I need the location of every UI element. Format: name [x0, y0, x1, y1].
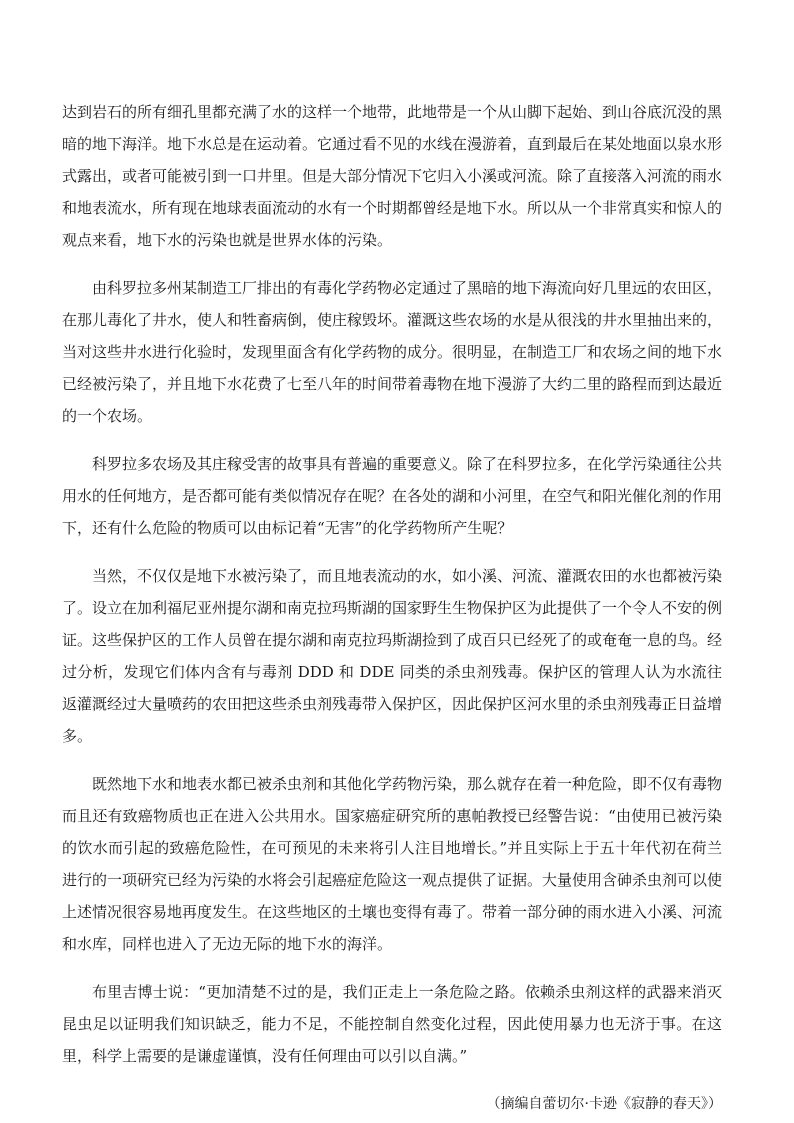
document-body [62, 96, 722, 1118]
paragraph-2: 由科罗拉多州某制造工厂排出的有毒化学药物必定通过了黑暗的地下海流向好几里远的农田区，在那儿毒化了井水，使人和牲畜病倒，使庄稼毁坏。灌溉这些农场的水是从很浅的井水里抽出来的，当对这些井水进行化验时，发现里面含有化学药物的成分。很明显，在制造工厂和农场之间的地下水已经被污染了，并且地下水花费了七至八年的时间带着毒物在地下漫游了大约二里的路程而到达最近的一个农场。 [62, 279, 723, 425]
paragraph-6: 布里吉博士说：“更加清楚不过的是，我们正走上一条危险之路。依赖杀虫剂这样的武器来消灭昆虫足以证明我们知识缺乏，能力不足，不能控制自然变化过程，因此使用暴力也无济于事。在这里，科学上需要的是谦虚谨慎，没有任何理由可以引以自满。” [62, 983, 722, 1065]
paragraph-4: 当然，不仅仅是地下水被污染了，而且地表流动的水，如小溪、河流、灌溉农田的水也都被污染了。设立在加利福尼亚州提尔湖和南克拉玛斯湖的国家野生生物保护区为此提供了一个令人不安的例证。这些保护区的工作人员曾在提尔湖和南克拉玛斯湖捡到了成百只已经死了的或奄奄一息的鸟。经过分析，发现它们体内含有与毒剂 DDD 和 DDE 同类的杀虫剂残毒。保护区的管理人认为水流往返灌溉经过大量喷药的农田把这些杀虫剂残毒带入保护区，因此保护区河水里的杀虫剂残毒正日益增多。 [62, 567, 723, 745]
paragraph-5: 既然地下水和地表水都已被杀虫剂和其他化学药物污染，那么就存在着一种危险，即不仅有毒物而且还有致癌物质也正在进入公共用水。国家癌症研究所的惠帕教授已经警告说：“由使用已被污染的饮水而引起的致癌危险性，在可预见的未来将引人注目地增长。”并且实际上于五十年代初在荷兰进行的一项研究已经为污染的水将会引起癌症危险这一观点提供了证据。大量使用含砷杀虫剂可以使上述情况很容易地再度发生。在这些地区的土壤也变得有毒了。带着一部分砷的雨水进入小溪、河流和水库，同样也进入了无边无际的地下水的海洋。 [62, 775, 723, 953]
paragraph-1: 达到岩石的所有细孔里都充满了水的这样一个地带，此地带是一个从山脚下起始、到山谷底沉没的黑暗的地下海洋。地下水总是在运动着。它通过看不见的水线在漫游着，直到最后在某处地面以泉水形式露出，或者可能被引到一口井里。但是大部分情况下它归入小溪或河流。除了直接落入河流的雨水和地表流水，所有现在地球表面流动的水有一个时期都曾经是地下水。所以从一个非常真实和惊人的观点来看，地下水的污染也就是世界水体的污染。 [62, 103, 723, 249]
source-citation: （摘编自蕾切尔·卡逊《寂静的春天》） [486, 1096, 722, 1112]
paragraph-3: 科罗拉多农场及其庄稼受害的故事具有普遍的重要意义。除了在科罗拉多，在化学污染通往公共用水的任何地方，是否都可能有类似情况存在呢？在各处的湖和小河里，在空气和阳光催化剂的作用下，还有什么危险的物质可以由标记着“无害”的化学药物所产生呢？ [62, 455, 723, 537]
